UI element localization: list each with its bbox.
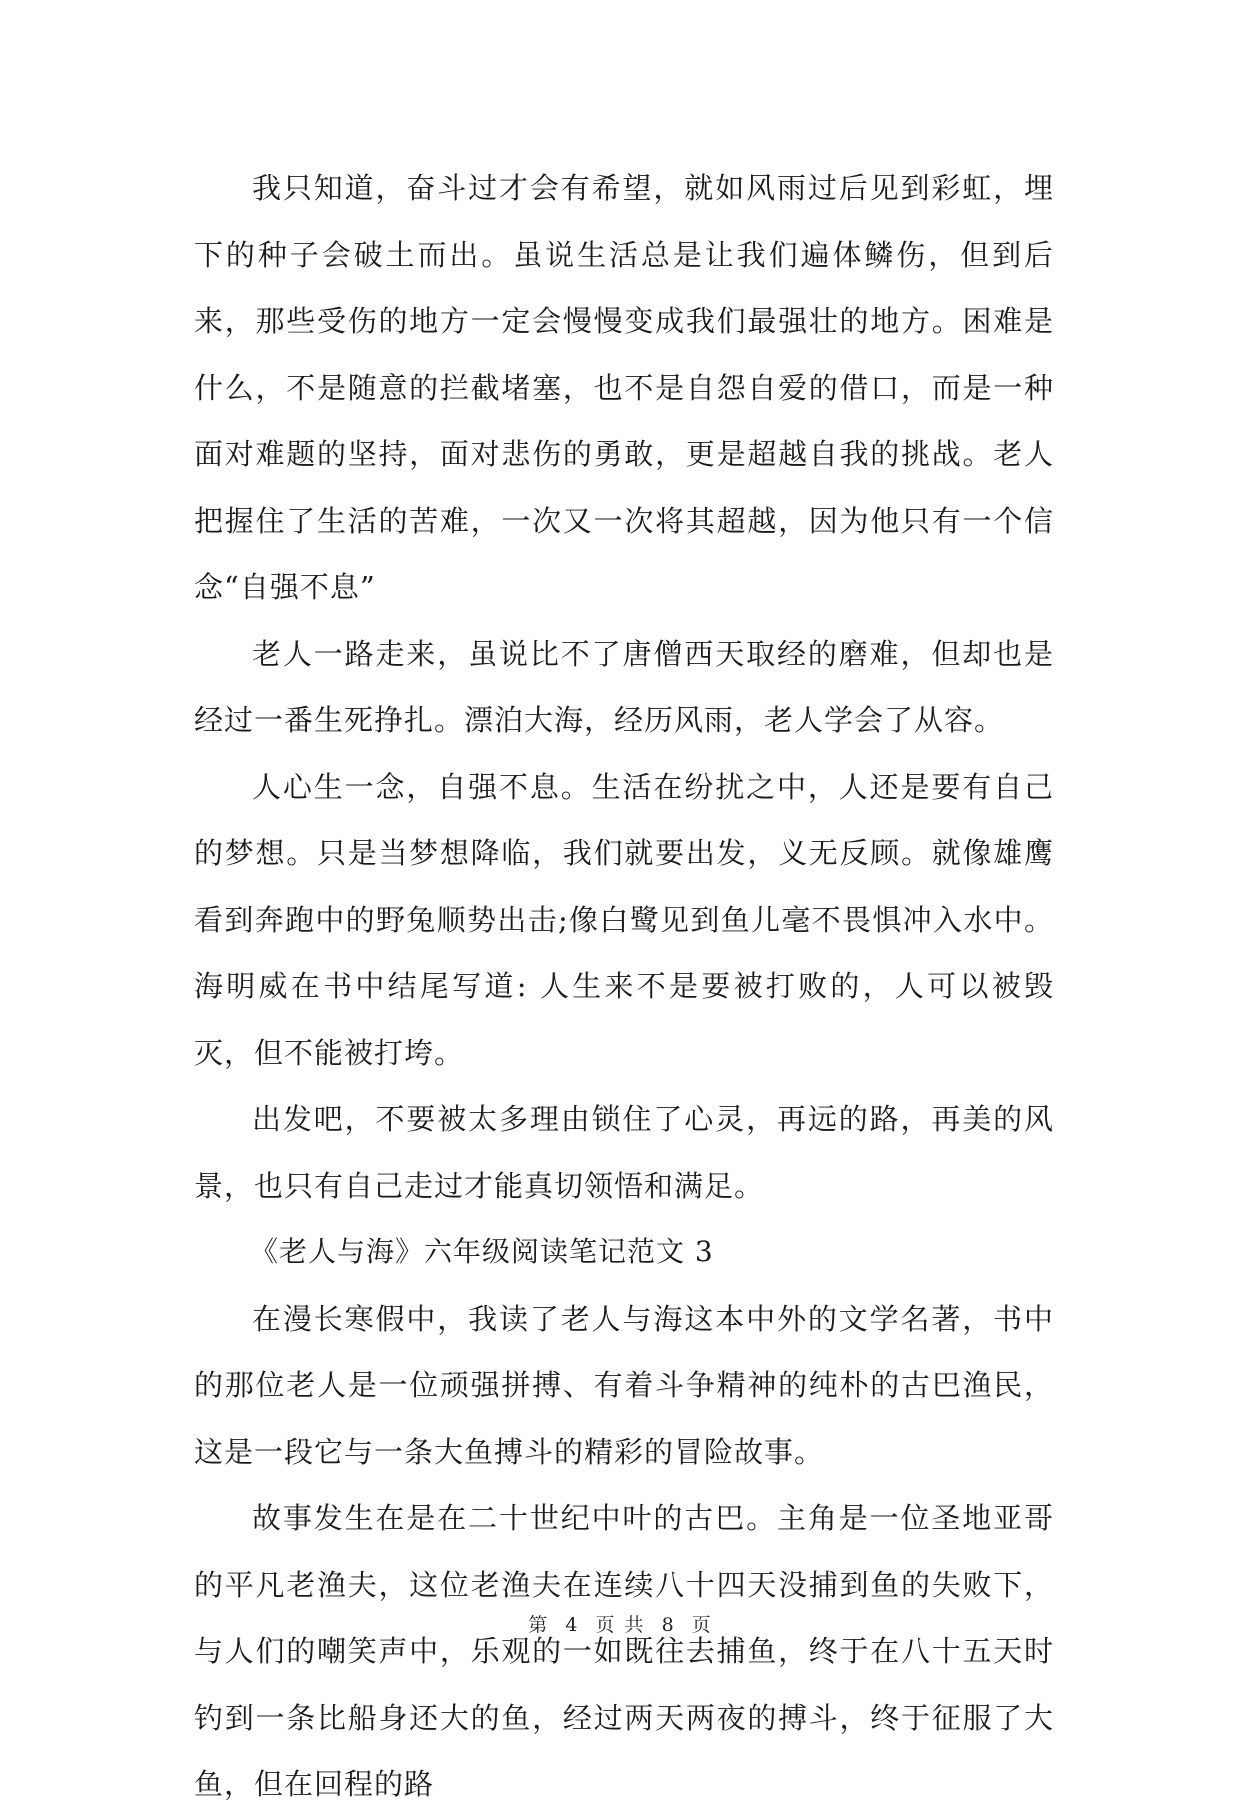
page-footer (0, 1610, 1241, 1637)
paragraph: 出发吧，不要被太多理由锁住了心灵，再远的路，再美的风景，也只有自己走过才能真切领悟和满足。 (194, 1102, 1054, 1203)
footer-suffix: 页 (691, 1614, 713, 1636)
current-page-number: 4 (565, 1614, 580, 1636)
body-text (194, 155, 1054, 1818)
section-heading: 《老人与海》六年级阅读笔记范文 3 (250, 1235, 714, 1268)
footer-middle: 页 共 (595, 1614, 646, 1636)
footer-prefix: 第 (528, 1614, 550, 1636)
paragraph: 在漫长寒假中，我读了老人与海这本中外的文学名著，书中的那位老人是一位顽强拼搏、有着斗争精神的纯朴的古巴渔民，这是一段它与一条大鱼搏斗的精彩的冒险故事。 (194, 1301, 1054, 1469)
paragraph: 老人一路走来，虽说比不了唐僧西天取经的磨难，但却也是经过一番生死挣扎。漂泊大海，经历风雨，老人学会了从容。 (194, 636, 1054, 737)
paragraph: 人心生一念，自强不息。生活在纷扰之中，人还是要有自己的梦想。只是当梦想降临，我们就要出发，义无反顾。就像雄鹰看到奔跑中的野兔顺势出击;像白鹭见到鱼儿毫不畏惧冲入水中。海明威在书中结尾写道: 人生来不是要被打败的，人可以被毁灭，但不能被打垮。 (194, 769, 1054, 1070)
paragraph: 我只知道，奋斗过才会有希望，就如风雨过后见到彩虹，埋下的种子会破土而出。虽说生活总是让我们遍体鳞伤，但到后来，那些受伤的地方一定会慢慢变成我们最强壮的地方。困难是什么，不是随意的拦截堵塞，也不是自怨自爱的借口，而是一种面对难题的坚持，面对悲伤的勇敢，更是超越自我的挑战。老人把握住了生活的苦难，一次又一次将其超越，因为他只有一个信念“自强不息” (194, 171, 1054, 604)
paragraph: 故事发生在是在二十世纪中叶的古巴。主角是一位圣地亚哥的平凡老渔夫，这位老渔夫在连续八十四天没捕到鱼的失败下，与人们的嘲笑声中，乐观的一如既往去捕鱼，终于在八十五天时钓到一条比船身还大的鱼，经过两天两夜的搏斗，终于征服了大鱼，但在回程的路 (194, 1501, 1054, 1801)
total-pages-number: 8 (661, 1614, 676, 1636)
